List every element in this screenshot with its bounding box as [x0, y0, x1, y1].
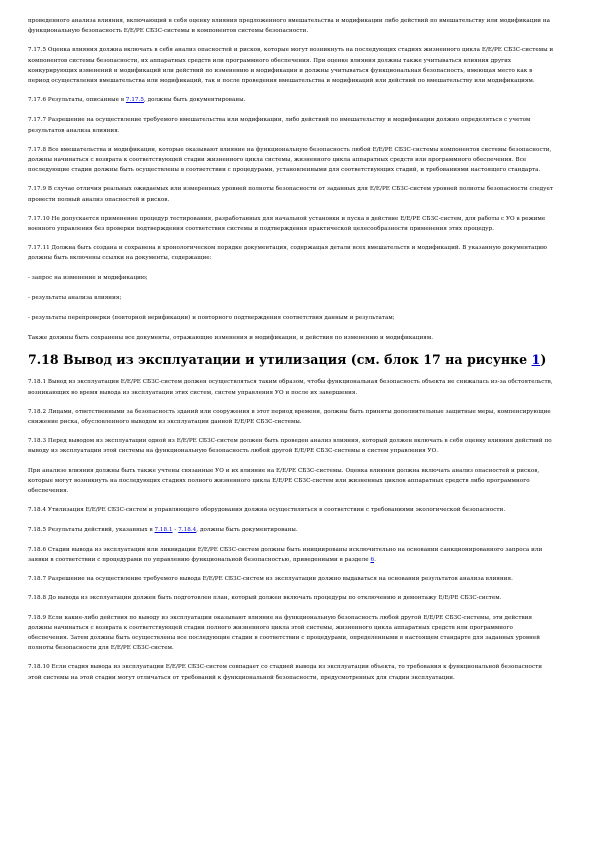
paragraph-7-18-1: 7.18.1 Вывод из эксплуатации Е/Е/РЕ СБЗС-систем должен осуществляться таким образом, чтобы функциональная безопасность объекта не снижалась из-за обстоятельств, возникающих во время вывода из эксплуатации этих систем, систем управления УО и после их завершения.	[28, 379, 553, 396]
section-heading-7-18	[28, 352, 555, 367]
paragraph-7-18-2: 7.18.2 Лицами, ответственными за безопасность зданий или сооружения в этот период времени, должны быть приняты дополнительные защитные меры, компенсирующие снижение риска, обусловленного выводом из эксплуатации данной Е/Е/РЕ СБЗС-системы.	[28, 408, 551, 426]
paragraph-7-17-5: 7.17.5 Оценка влияния должна включать в себя анализ опасностей и рисков, которые могут возникнуть на последующих стадиях жизненного цикла Е/Е/РЕ СБЗС-системы и компонентов системы безопасности, их аппаратных средств или программного обеспечения. При оценке влияния должны также учитываться влияния других конкурирующих изменений и модификаций или действий по изменению и модификации и должны учитываться функциональная безопасность, имеющая место как в период осуществления вмешательства или модификаций, так и после проведения вмешательства и модификаций или действий по вмешательству или модификациям.	[28, 47, 554, 85]
text: -	[172, 526, 179, 533]
text: 7.18.6 Стадии вывода из эксплуатации или ликвидации Е/Е/РЕ СБЗС-систем должны быть инициированы исключительно на основании санкционированного запроса или заявки в соответствии с процедурами по управлению функциональной безопасностью, приведенными в разделе	[28, 546, 543, 563]
paragraph-7-18-3: 7.18.3 Перед выводом из эксплуатации одной из Е/Е/РЕ СБЗС-систем должен быть проведен анализ влияния, который должен включать в себя оценку влияния действий по выводу из эксплуатации этой системы на функциональную безопасность любой другой Е/Е/РЕ СБЗС-системы и систем управления УО.	[28, 438, 552, 455]
link-7-18-4[interactable]: 7.18.4	[178, 526, 197, 533]
link-figure-1[interactable]: 1	[531, 352, 541, 368]
text: 7.17.6 Результаты, описанные в	[28, 97, 126, 104]
heading-text: 7.18 Вывод из эксплуатации и утилизация (см. блок 17 на рисунке	[28, 352, 532, 368]
text: , должны быть документированы.	[143, 97, 246, 104]
text: 7.18.5 Результаты действий, указанных в	[28, 526, 155, 533]
list-item: - запрос на изменение и модификацию;	[28, 274, 148, 281]
list-item: - результаты перепроверки (повторной верификации) и повторного подтверждения соответствия данным и результатам;	[28, 315, 395, 322]
paragraph-7-18-9: 7.18.9 Если какие-либо действия по выводу из эксплуатации оказывают влияние на функциональную безопасность любой другой Е/Е/РЕ СБЗС-системы, эти действия должны начинаться с возврата к соответствующей стадии полного жизненного цикла этой системы, жизненного цикла аппаратных средств или программного обеспечения. Затем должны быть осуществлены все последующие стадии в соответствии с процедурами, определенными в настоящем стандарте для заданных уровней полноты безопасности для Е/Е/РЕ СБЗС-систем.	[28, 614, 541, 652]
heading-text: )	[540, 352, 547, 368]
text: .	[374, 556, 376, 563]
list-item: - результаты анализа влияния;	[28, 294, 122, 301]
paragraph: проведенного анализа влияния, включающий в себя оценку влияния предложенного вмешательства и модификации либо действий по вмешательству или модификации на функциональную безопасность Е/Е/РЕ СБЗС-системы и компонентов системы безопасности.	[28, 18, 550, 35]
paragraph-7-17-7: 7.17.7 Разрешение на осуществление требуемого вмешательства или модификации, либо действий по вмешательству и модификации должно определяться с учетом результатов анализа влияния.	[28, 117, 531, 134]
paragraph-7-17-10: 7.17.10 Не допускается применение процедур тестирования, разработанных для начальной установки и пуска в действие Е/Е/РЕ СБЗС-систем, для работы с УО в режиме военного управления без проверки подтверждения соответствия системы и подтверждения практической целесообразности применения этих процедур.	[28, 215, 546, 233]
paragraph-7-18-10: 7.18.10 Если стадия вывода из эксплуатации Е/Е/РЕ СБЗС-систем совпадает со стадией вывода из эксплуатации объекта, то требования к функциональной безопасности этой системы на этой стадии могут отличаться от требований к функциональной безопасности, предусмотренных для стадии эксплуатации.	[28, 664, 543, 681]
paragraph: Также должны быть сохранены все документы, отражающие изменения и модификации, и действия по изменению и модификациям.	[28, 335, 434, 342]
paragraph-7-17-8: 7.17.8 Все вмешательства и модификации, которые оказывают влияние на функциональную безопасность любой Е/Е/РЕ СБЗС-системы компонентов системы безопасности, должны начинаться с возврата к соответствующей стадии жизненного цикла системы, жизненного цикла аппаратных средств или программного обеспечения. Все последующие стадии должны быть осуществлены в соответствии с процедурами, установленными для соответствующих стадий, и требованиями настоящего стандарта.	[28, 146, 552, 174]
paragraph-7-18-8: 7.18.8 До вывода из эксплуатации должен быть подготовлен план, который должен включать процедуры по отключению и демонтажу Е/Е/РЕ СБЗС-систем.	[28, 595, 502, 602]
paragraph-7-17-9: 7.17.9 В случае отличия реальных ожидаемых или измеренных уровней полноты безопасности от заданных для Е/Е/РЕ СБЗС-систем уровней полноты безопасности следует провести полный анализ опасностей и рисков.	[28, 186, 553, 203]
paragraph-7-18-7: 7.18.7 Разрешение на осуществление требуемого вывода Е/Е/РЕ СБЗС-систем из эксплуатации должно выдаваться на основании результатов анализа влияния.	[28, 576, 513, 583]
link-section-6[interactable]: 6	[370, 556, 375, 563]
paragraph-7-18-4: 7.18.4 Утилизация Е/Е/РЕ СБЗС-систем и управляющего оборудования должна осуществляться в соответствии с требованиями экологической безопасности.	[28, 507, 506, 514]
text: , должны быть документированы.	[196, 526, 298, 533]
paragraph-7-17-11: 7.17.11 Должна быть создана и сохранена в хронологическом порядке документация, содержащая детали всех вмешательств и модификаций. В указанную документацию должны быть включены ссылки на документы, содержащие:	[28, 245, 547, 262]
link-7-18-1[interactable]: 7.18.1	[154, 526, 173, 533]
paragraph-7-18-6	[28, 545, 555, 565]
paragraph: При анализе влияния должны быть также учтены связанные УО и их влияние на Е/Е/РЕ СБЗС-системы. Оценка влияния должна включать анализ опасностей и рисков, которые могут возникнуть на последующих стадиях полного жизненного цикла Е/Е/РЕ СБЗС-систем или жизненных циклов аппаратных средств либо программного обеспечения.	[28, 467, 540, 495]
paragraph-7-18-5	[28, 525, 555, 535]
link-7-17-5[interactable]: 7.17.5	[125, 97, 144, 104]
paragraph-7-17-6	[28, 95, 555, 105]
